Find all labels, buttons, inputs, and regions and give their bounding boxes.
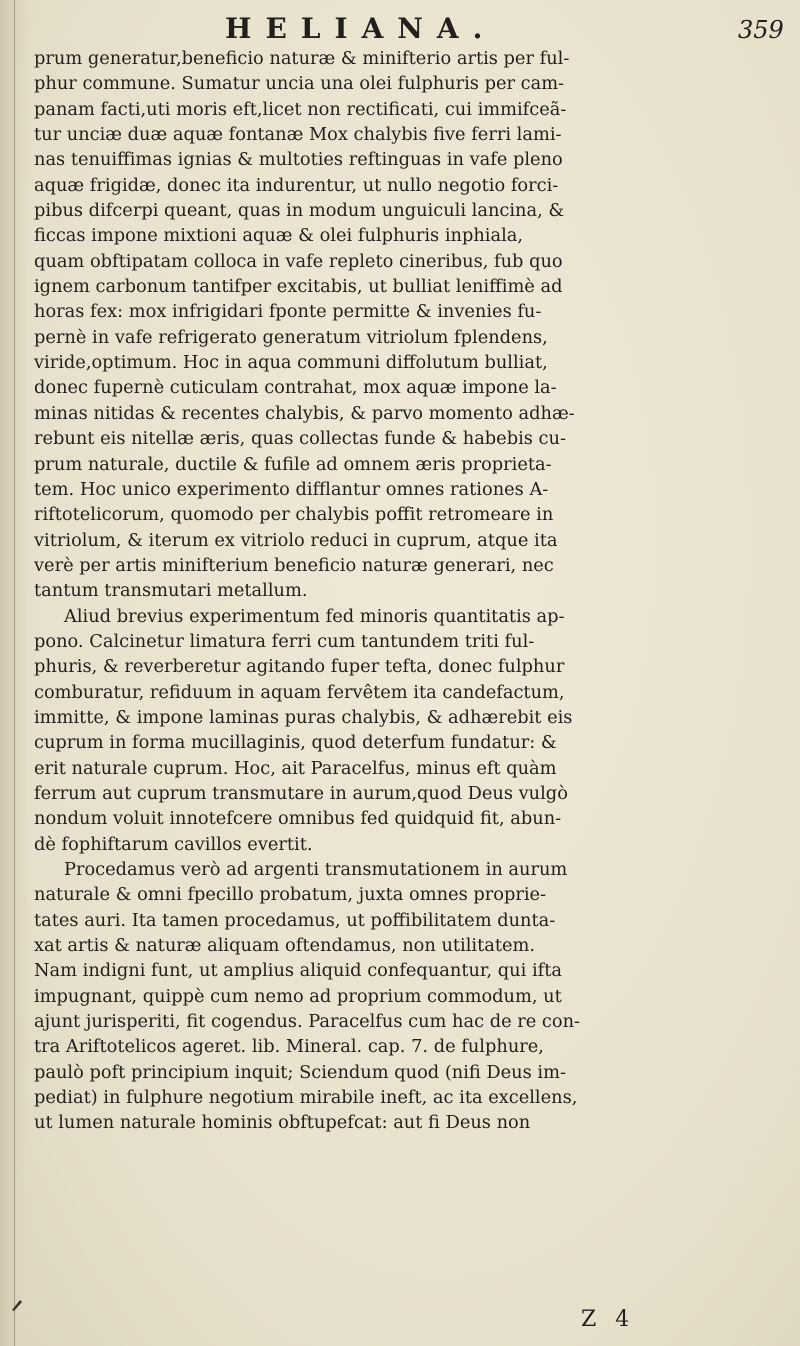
text-line: horas fex: mox infrigidari fponte permitte & invenies fu-: [34, 301, 542, 323]
text-line: pono. Calcinetur limatura ferri cum tantundem triti ful-: [34, 630, 535, 652]
text-line: tra Ariftotelicos ageret. lib. Mineral. cap. 7. de fulphure,: [34, 1036, 544, 1058]
text-line: paulò poft principium inquit; Sciendum quod (nifi Deus im-: [34, 1061, 566, 1083]
text-line: rebunt eis nitellæ æris, quas collectas funde & habebis cu-: [34, 428, 566, 450]
page-number: 359: [738, 16, 784, 44]
text-line: panam facti,uti moris eft,licet non rectificati, cui immifceã-: [34, 98, 567, 120]
text-line: tantum transmutari metallum.: [34, 580, 308, 602]
text-line: verè per artis minifterium beneficio naturæ generari, nec: [34, 554, 554, 576]
text-line: nas tenuiffimas ignias & multoties reftinguas in vafe pleno: [34, 149, 563, 171]
text-line: Procedamus verò ad argenti transmutationem in aurum: [64, 859, 568, 880]
text-line: aquæ frigidæ, donec ita indurentur, ut nullo negotio forci-: [34, 174, 559, 196]
text-line: naturale & omni fpecillo probatum, juxta omnes proprie-: [34, 884, 547, 906]
paragraph: [34, 46, 784, 604]
text-line: comburatur, refiduum in aquam fervêtem ita candefactum,: [34, 681, 565, 703]
text-line: vitriolum, & iterum ex vitriolo reduci in cuprum, atque ita: [34, 529, 558, 551]
text-line: Aliud brevius experimentum fed minoris quantitatis ap-: [64, 605, 565, 627]
text-line: erit naturale cuprum. Hoc, ait Paracelfus, minus eft quàm: [34, 757, 557, 779]
text-line: prum generatur,beneficio naturæ & minifterio artis per ful-: [34, 48, 570, 69]
text-line: donec fupernè cuticulam contrahat, mox aquæ impone la-: [34, 377, 557, 399]
text-line: Nam indigni funt, ut amplius aliquid confequantur, qui ifta: [34, 960, 562, 982]
text-line: nondum voluit innotefcere omnibus fed quidquid fit, abun-: [34, 808, 562, 830]
body-text: [34, 46, 784, 1136]
text-line: prum naturale, ductile & fufile ad omnem æris proprieta-: [34, 453, 552, 475]
text-line: quam obftipatam colloca in vafe repleto cineribus, fub quo: [34, 250, 563, 272]
text-line: tur unciæ duæ aquæ fontanæ Mox chalybis five ferri lami-: [34, 124, 562, 146]
signature-mark: Z 4: [581, 1307, 636, 1332]
text-line: xat artis & naturæ aliquam oftendamus, non utilitatem.: [34, 935, 536, 957]
text-line: ficcas impone mixtioni aquæ & olei fulphuris inphiala,: [34, 225, 524, 247]
page-header: [0, 6, 800, 46]
text-line: impugnant, quippè cum nemo ad proprium commodum, ut: [34, 985, 562, 1007]
text-line: pediat) in fulphure negotium mirabile ineft, ac ita excellens,: [34, 1087, 578, 1109]
margin-rule: [14, 0, 15, 1346]
text-line: cuprum in forma mucillaginis, quod deterfum fundatur: &: [34, 732, 557, 754]
text-line: phur commune. Sumatur uncia una olei fulphuris per cam-: [34, 73, 565, 95]
text-line: viride,optimum. Hoc in aqua communi diffolutum bulliat,: [34, 352, 548, 374]
text-line: riftotelicorum, quomodo per chalybis poffit retromeare in: [34, 504, 554, 526]
binding-gutter: [0, 0, 30, 1346]
text-line: dè fophiftarum cavillos evertit.: [34, 833, 313, 855]
text-line: minas nitidas & recentes chalybis, & parvo momento adhæ-: [34, 402, 575, 424]
text-line: tates auri. Ita tamen procedamus, ut poffibilitatem dunta-: [34, 909, 556, 931]
text-line: pibus difcerpi queant, quas in modum unguiculi lancina, &: [34, 200, 565, 222]
text-line: ut lumen naturale hominis obftupefcat: aut fi Deus non: [34, 1112, 531, 1134]
text-line: phuris, & reverberetur agitando fuper tefta, donec fulphur: [34, 656, 565, 678]
paragraph: [34, 857, 784, 1136]
text-line: tem. Hoc unico experimento difflantur omnes rationes A-: [34, 478, 549, 500]
running-head: HELIANA.: [225, 12, 497, 45]
paragraph: [34, 604, 784, 857]
text-line: ignem carbonum tantifper excitabis, ut bulliat leniffimè ad: [34, 276, 563, 298]
text-line: pernè in vafe refrigerato generatum vitriolum fplendens,: [34, 326, 548, 348]
text-line: immitte, & impone laminas puras chalybis, & adhærebit eis: [34, 706, 573, 728]
text-line: ferrum aut cuprum transmutare in aurum,quod Deus vulgò: [34, 782, 568, 804]
ink-mark: [10, 1295, 24, 1313]
text-line: ajunt jurisperiti, fit cogendus. Paracelfus cum hac de re con-: [34, 1011, 581, 1033]
